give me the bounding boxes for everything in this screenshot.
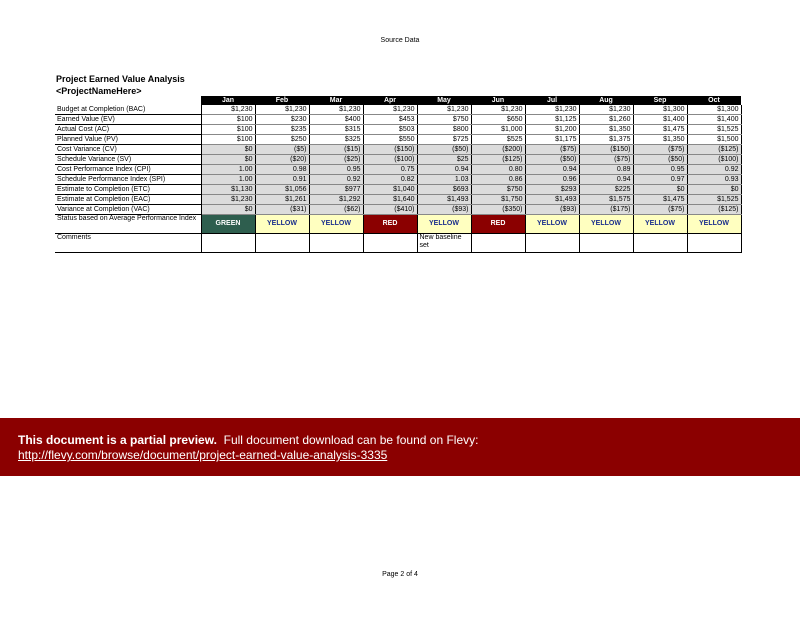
metric-cell: 0.92 (687, 165, 741, 175)
status-badge: GREEN (201, 215, 255, 234)
metric-cell: $0 (201, 205, 255, 215)
comments-row (55, 234, 741, 253)
metric-cell: $293 (525, 185, 579, 195)
row-label: Cost Performance Index (CPI) (55, 165, 201, 175)
metric-cell: $1,300 (633, 105, 687, 115)
comment-cell[interactable] (687, 234, 741, 253)
status-badge: YELLOW (687, 215, 741, 234)
month-header: Apr (363, 96, 417, 105)
row-label: Planned Value (PV) (55, 135, 201, 145)
metric-cell: ($125) (471, 155, 525, 165)
comment-cell[interactable] (579, 234, 633, 253)
comments-row-label: Comments (55, 234, 201, 253)
metric-cell: 0.97 (633, 175, 687, 185)
metric-cell: $100 (201, 125, 255, 135)
metric-cell: ($350) (471, 205, 525, 215)
metric-cell: ($150) (363, 145, 417, 155)
metric-cell: ($50) (525, 155, 579, 165)
metric-cell: $1,261 (255, 195, 309, 205)
table-row (55, 105, 741, 115)
metric-cell: ($20) (255, 155, 309, 165)
metric-cell: $1,750 (471, 195, 525, 205)
metric-cell: 0.89 (579, 165, 633, 175)
metric-cell: $1,230 (525, 105, 579, 115)
earned-value-table (55, 96, 742, 253)
metric-cell: $1,640 (363, 195, 417, 205)
row-label: Actual Cost (AC) (55, 125, 201, 135)
metric-cell: 0.94 (579, 175, 633, 185)
table-row (55, 155, 741, 165)
status-badge: RED (471, 215, 525, 234)
metric-cell: ($93) (525, 205, 579, 215)
metric-cell: ($62) (309, 205, 363, 215)
metric-cell: $1,230 (201, 195, 255, 205)
metric-cell: 0.98 (255, 165, 309, 175)
metric-cell: $453 (363, 115, 417, 125)
metric-cell: ($25) (309, 155, 363, 165)
metric-cell: 0.80 (471, 165, 525, 175)
metric-cell: ($175) (579, 205, 633, 215)
status-badge: YELLOW (525, 215, 579, 234)
comment-cell[interactable] (633, 234, 687, 253)
metric-cell: $0 (201, 155, 255, 165)
month-header: Jun (471, 96, 525, 105)
metric-cell: 0.95 (309, 165, 363, 175)
metric-cell: $1,475 (633, 125, 687, 135)
row-label: Schedule Performance Index (SPI) (55, 175, 201, 185)
metric-cell: 0.86 (471, 175, 525, 185)
metric-cell: ($125) (687, 145, 741, 155)
metric-cell: 0.91 (255, 175, 309, 185)
metric-cell: $1,500 (687, 135, 741, 145)
table-row (55, 165, 741, 175)
metric-cell: $0 (633, 185, 687, 195)
metric-cell: $25 (417, 155, 471, 165)
banner-text: Full document download can be found on Flevy: (223, 433, 479, 447)
row-label: Estimate to Completion (ETC) (55, 185, 201, 195)
metric-cell: ($100) (363, 155, 417, 165)
banner-bold-text: This document is a partial preview. (18, 433, 217, 447)
metric-cell: ($50) (633, 155, 687, 165)
metric-cell: $1,230 (417, 105, 471, 115)
metric-cell: $550 (363, 135, 417, 145)
metric-cell: $1,130 (201, 185, 255, 195)
metric-cell: $1,230 (309, 105, 363, 115)
row-label: Budget at Completion (BAC) (55, 105, 201, 115)
metric-cell: $1,300 (687, 105, 741, 115)
metric-cell: $1,525 (687, 125, 741, 135)
month-header: Feb (255, 96, 309, 105)
status-row (55, 215, 741, 234)
header-corner (55, 96, 201, 105)
metric-cell: $725 (417, 135, 471, 145)
month-header: Jul (525, 96, 579, 105)
metric-cell: 0.93 (687, 175, 741, 185)
metric-cell: ($410) (363, 205, 417, 215)
status-badge: YELLOW (255, 215, 309, 234)
metric-cell: $503 (363, 125, 417, 135)
metric-cell: 0.82 (363, 175, 417, 185)
metric-cell: $325 (309, 135, 363, 145)
metric-cell: ($100) (687, 155, 741, 165)
metric-cell: $225 (579, 185, 633, 195)
status-badge: YELLOW (309, 215, 363, 234)
metric-cell: $250 (255, 135, 309, 145)
metric-cell: $1,525 (687, 195, 741, 205)
comment-cell[interactable]: New baseline set (417, 234, 471, 253)
project-name: <ProjectNameHere> (56, 86, 142, 96)
metric-cell: $1,475 (633, 195, 687, 205)
metric-cell: ($75) (579, 155, 633, 165)
metric-cell: $525 (471, 135, 525, 145)
metric-cell: ($150) (579, 145, 633, 155)
row-label: Variance at Completion (VAC) (55, 205, 201, 215)
metric-cell: $100 (201, 115, 255, 125)
metric-cell: ($31) (255, 205, 309, 215)
table-row (55, 115, 741, 125)
metric-cell: $693 (417, 185, 471, 195)
metric-cell: $1,125 (525, 115, 579, 125)
metric-cell: ($15) (309, 145, 363, 155)
metric-cell: $1,056 (255, 185, 309, 195)
status-badge: YELLOW (417, 215, 471, 234)
metric-cell: $0 (201, 145, 255, 155)
metric-cell: ($5) (255, 145, 309, 155)
report-title: Project Earned Value Analysis (56, 74, 185, 84)
table-row (55, 175, 741, 185)
row-label: Cost Variance (CV) (55, 145, 201, 155)
metric-cell: $1,040 (363, 185, 417, 195)
metric-cell: $235 (255, 125, 309, 135)
metric-cell: $315 (309, 125, 363, 135)
metric-cell: $800 (417, 125, 471, 135)
metric-cell: ($93) (417, 205, 471, 215)
metric-cell: 0.94 (417, 165, 471, 175)
page-footer: Page 2 of 4 (382, 571, 418, 578)
metric-cell: $0 (687, 185, 741, 195)
comment-cell[interactable] (525, 234, 579, 253)
metric-cell: $1,575 (579, 195, 633, 205)
metric-cell: $400 (309, 115, 363, 125)
metric-cell: $750 (417, 115, 471, 125)
metric-cell: $1,230 (255, 105, 309, 115)
metric-cell: ($50) (417, 145, 471, 155)
metric-cell: $1,000 (471, 125, 525, 135)
metric-cell: $1,260 (579, 115, 633, 125)
metric-cell: $1,200 (525, 125, 579, 135)
page-header: Source Data (380, 37, 420, 44)
metric-cell: ($200) (471, 145, 525, 155)
month-header: Oct (687, 96, 741, 105)
metric-cell: $100 (201, 135, 255, 145)
table-row (55, 195, 741, 205)
month-header: Aug (579, 96, 633, 105)
metric-cell: 0.94 (525, 165, 579, 175)
table-row (55, 205, 741, 215)
month-header: Sep (633, 96, 687, 105)
metric-cell: $230 (255, 115, 309, 125)
status-row-label: Status based on Average Performance Index (55, 215, 201, 234)
metric-cell: ($75) (525, 145, 579, 155)
metric-cell: ($75) (633, 205, 687, 215)
metric-cell: $1,375 (579, 135, 633, 145)
table-row (55, 145, 741, 155)
banner-message (18, 433, 478, 447)
metric-cell: ($125) (687, 205, 741, 215)
metric-cell: 1.03 (417, 175, 471, 185)
report-title-block (56, 73, 185, 97)
metric-cell: $1,230 (471, 105, 525, 115)
comment-cell[interactable] (201, 234, 255, 253)
metric-cell: $1,230 (201, 105, 255, 115)
metric-cell: $1,230 (363, 105, 417, 115)
table-row (55, 135, 741, 145)
status-badge: YELLOW (633, 215, 687, 234)
metric-cell: $650 (471, 115, 525, 125)
metric-cell: $1,230 (579, 105, 633, 115)
month-header: May (417, 96, 471, 105)
comment-cell[interactable] (255, 234, 309, 253)
banner-link[interactable]: http://flevy.com/browse/document/project-earned-value-analysis-3335 (18, 448, 388, 462)
metric-cell: 1.00 (201, 175, 255, 185)
month-header: Mar (309, 96, 363, 105)
metric-cell: $1,292 (309, 195, 363, 205)
status-badge: RED (363, 215, 417, 234)
row-label: Estimate at Completion (EAC) (55, 195, 201, 205)
table-row (55, 185, 741, 195)
metric-cell: $1,493 (417, 195, 471, 205)
metric-cell: $1,400 (633, 115, 687, 125)
metric-cell: $1,350 (633, 135, 687, 145)
metric-cell: $1,175 (525, 135, 579, 145)
status-badge: YELLOW (579, 215, 633, 234)
metric-cell: $1,400 (687, 115, 741, 125)
metric-cell: $1,350 (579, 125, 633, 135)
metric-cell: 0.92 (309, 175, 363, 185)
metric-cell: ($75) (633, 145, 687, 155)
comment-cell[interactable] (471, 234, 525, 253)
metric-cell: 1.00 (201, 165, 255, 175)
metric-cell: $750 (471, 185, 525, 195)
table-row (55, 125, 741, 135)
month-header-row (55, 96, 741, 105)
month-header: Jan (201, 96, 255, 105)
metric-cell: 0.75 (363, 165, 417, 175)
row-label: Earned Value (EV) (55, 115, 201, 125)
metric-cell: $1,493 (525, 195, 579, 205)
metric-cell: 0.95 (633, 165, 687, 175)
preview-banner (0, 418, 800, 476)
comment-cell[interactable] (363, 234, 417, 253)
row-label: Schedule Variance (SV) (55, 155, 201, 165)
metric-cell: $977 (309, 185, 363, 195)
metric-cell: 0.96 (525, 175, 579, 185)
comment-cell[interactable] (309, 234, 363, 253)
